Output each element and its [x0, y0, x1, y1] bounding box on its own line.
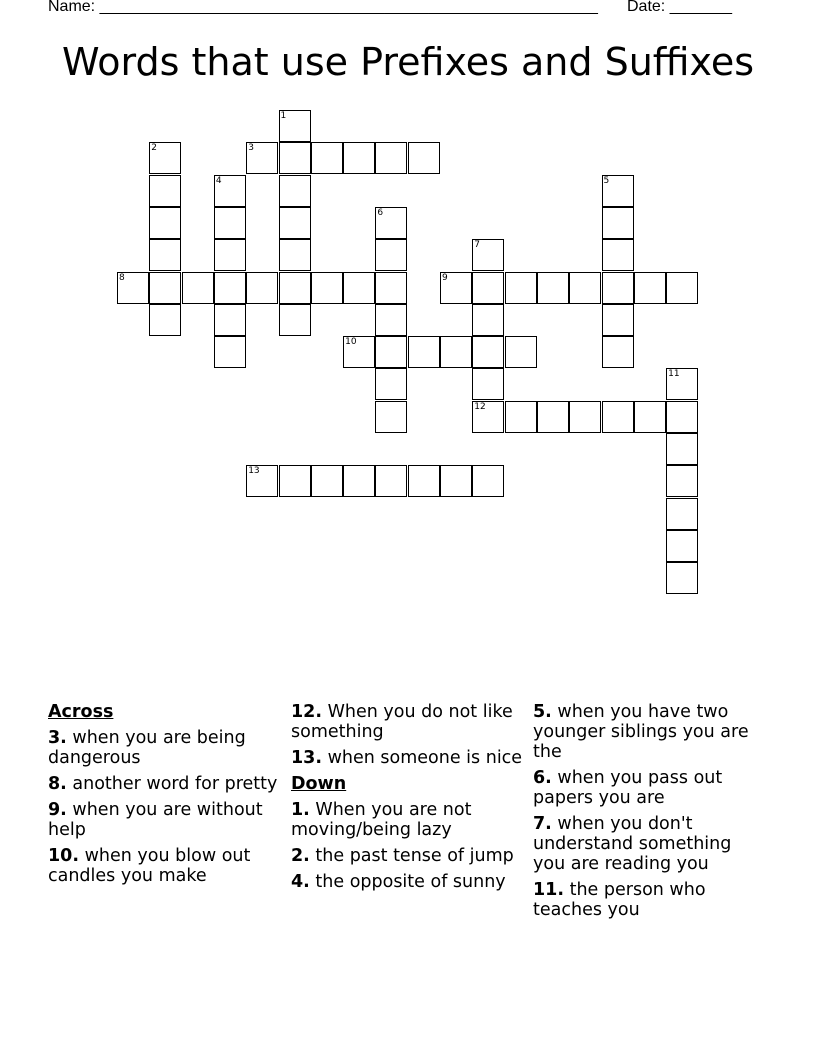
grid-cell[interactable]	[602, 401, 634, 433]
clue-down-6: 6. when you pass out papers you are	[533, 768, 723, 808]
cell-number: 4	[215, 175, 222, 186]
clue-down-5: 5. when you have two younger siblings you are the	[533, 702, 749, 762]
grid-cell[interactable]	[343, 142, 375, 174]
cell-number: 3	[248, 143, 254, 154]
grid-cell[interactable]	[569, 272, 601, 304]
grid-cell[interactable]	[279, 272, 311, 304]
grid-cell[interactable]	[408, 142, 440, 174]
grid-cell[interactable]	[343, 336, 375, 368]
grid-cell[interactable]	[279, 110, 311, 142]
grid-cell[interactable]	[343, 465, 375, 497]
clue-across-10: 10. when you blow out candles you make	[48, 846, 251, 886]
grid-cell[interactable]	[472, 272, 504, 304]
clue-down-4: 4. the opposite of sunny	[291, 872, 506, 892]
grid-cell[interactable]	[149, 142, 181, 174]
grid-cell[interactable]	[505, 272, 537, 304]
grid-cell[interactable]	[602, 239, 634, 271]
cell-number: 1	[280, 111, 287, 121]
grid-cell[interactable]	[279, 175, 311, 207]
grid-cell[interactable]	[375, 401, 407, 433]
grid-cell[interactable]	[375, 368, 407, 400]
down-heading: Down	[291, 774, 347, 794]
grid-cell[interactable]	[246, 465, 278, 497]
grid-cell[interactable]	[472, 465, 504, 497]
grid-cell[interactable]	[569, 401, 601, 433]
clues-column-1	[48, 702, 280, 892]
grid-cell[interactable]	[279, 465, 311, 497]
grid-cell[interactable]	[311, 142, 343, 174]
grid-cell[interactable]	[375, 142, 407, 174]
grid-cell[interactable]	[472, 336, 504, 368]
clue-across-8: 8. another word for pretty	[48, 774, 278, 794]
grid-cell[interactable]	[149, 272, 181, 304]
clue-across-12: 12. When you do not like something	[291, 702, 513, 742]
grid-cell[interactable]	[505, 336, 537, 368]
grid-cell[interactable]	[246, 142, 278, 174]
date-field[interactable]: Date: _______	[627, 0, 732, 15]
grid-cell[interactable]	[279, 207, 311, 239]
grid-cell[interactable]	[666, 498, 698, 530]
clue-down-1: 1. When you are not moving/being lazy	[291, 800, 472, 840]
grid-cell[interactable]	[279, 304, 311, 336]
clue-down-7: 7. when you don't understand something you are reading you	[533, 814, 732, 874]
grid-cell[interactable]	[472, 401, 504, 433]
grid-cell[interactable]	[472, 239, 504, 271]
cell-number: 13	[248, 466, 260, 477]
cell-number: 2	[151, 143, 158, 154]
grid-cell[interactable]	[408, 336, 440, 368]
cell-number: 5	[603, 175, 610, 186]
grid-cell[interactable]	[440, 272, 472, 304]
grid-cell[interactable]	[375, 207, 407, 239]
grid-cell[interactable]	[214, 304, 246, 336]
cell-number: 12	[474, 401, 486, 412]
grid-cell[interactable]	[311, 465, 343, 497]
grid-cell[interactable]	[666, 530, 698, 562]
grid-cell[interactable]	[602, 175, 634, 207]
grid-cell[interactable]	[602, 304, 634, 336]
grid-cell[interactable]	[214, 239, 246, 271]
cell-number: 7	[474, 240, 481, 251]
clue-down-2: 2. the past tense of jump	[291, 846, 514, 866]
grid-cell[interactable]	[311, 272, 343, 304]
grid-cell[interactable]	[537, 401, 569, 433]
grid-cell[interactable]	[602, 336, 634, 368]
cell-number: 8	[119, 272, 125, 283]
page-title: Words that use Prefixes and Suffixes	[61, 40, 755, 84]
name-field[interactable]: Name: ________________________________________________________	[48, 0, 598, 15]
grid-cell[interactable]	[666, 272, 698, 304]
grid-cell[interactable]	[375, 239, 407, 271]
grid-cell[interactable]	[149, 175, 181, 207]
grid-cell[interactable]	[666, 433, 698, 465]
clue-down-11: 11. the person who teaches you	[533, 880, 706, 920]
grid-cell[interactable]	[279, 239, 311, 271]
grid-cell[interactable]	[375, 465, 407, 497]
grid-cell[interactable]	[375, 304, 407, 336]
grid-cell[interactable]	[182, 272, 214, 304]
grid-cell[interactable]	[505, 401, 537, 433]
grid-cell[interactable]	[634, 401, 666, 433]
cell-number: 9	[442, 272, 448, 283]
clue-across-13: 13. when someone is nice	[291, 748, 523, 768]
grid-cell[interactable]	[472, 304, 504, 336]
grid-cell[interactable]	[375, 272, 407, 304]
grid-cell[interactable]	[149, 304, 181, 336]
grid-cell[interactable]	[246, 272, 278, 304]
grid-cell[interactable]	[375, 336, 407, 368]
grid-cell[interactable]	[666, 562, 698, 594]
grid-cell[interactable]	[408, 465, 440, 497]
grid-cell[interactable]	[666, 465, 698, 497]
grid-cell[interactable]	[343, 272, 375, 304]
cell-number: 11	[668, 369, 680, 380]
grid-cell[interactable]	[117, 272, 149, 304]
grid-cell[interactable]	[602, 207, 634, 239]
grid-cell[interactable]	[602, 272, 634, 304]
across-heading: Across	[48, 702, 114, 722]
grid-cell[interactable]	[440, 336, 472, 368]
cell-number: 10	[345, 337, 357, 348]
grid-cell[interactable]	[279, 142, 311, 174]
grid-cell[interactable]	[537, 272, 569, 304]
clue-across-3: 3. when you are being dangerous	[48, 728, 246, 768]
clues-column-3	[533, 702, 765, 926]
grid-cell[interactable]	[214, 272, 246, 304]
grid-cell[interactable]	[666, 368, 698, 400]
grid-cell[interactable]	[214, 336, 246, 368]
grid-cell[interactable]	[440, 465, 472, 497]
grid-cell[interactable]	[666, 401, 698, 433]
clue-across-9: 9. when you are without help	[48, 800, 263, 840]
clues-column-2	[291, 702, 523, 898]
grid-cell[interactable]	[472, 368, 504, 400]
grid-cell[interactable]	[214, 207, 246, 239]
cell-number: 6	[377, 207, 384, 218]
grid-cell[interactable]	[149, 207, 181, 239]
grid-cell[interactable]	[214, 175, 246, 207]
grid-cell[interactable]	[149, 239, 181, 271]
grid-cell[interactable]	[634, 272, 666, 304]
